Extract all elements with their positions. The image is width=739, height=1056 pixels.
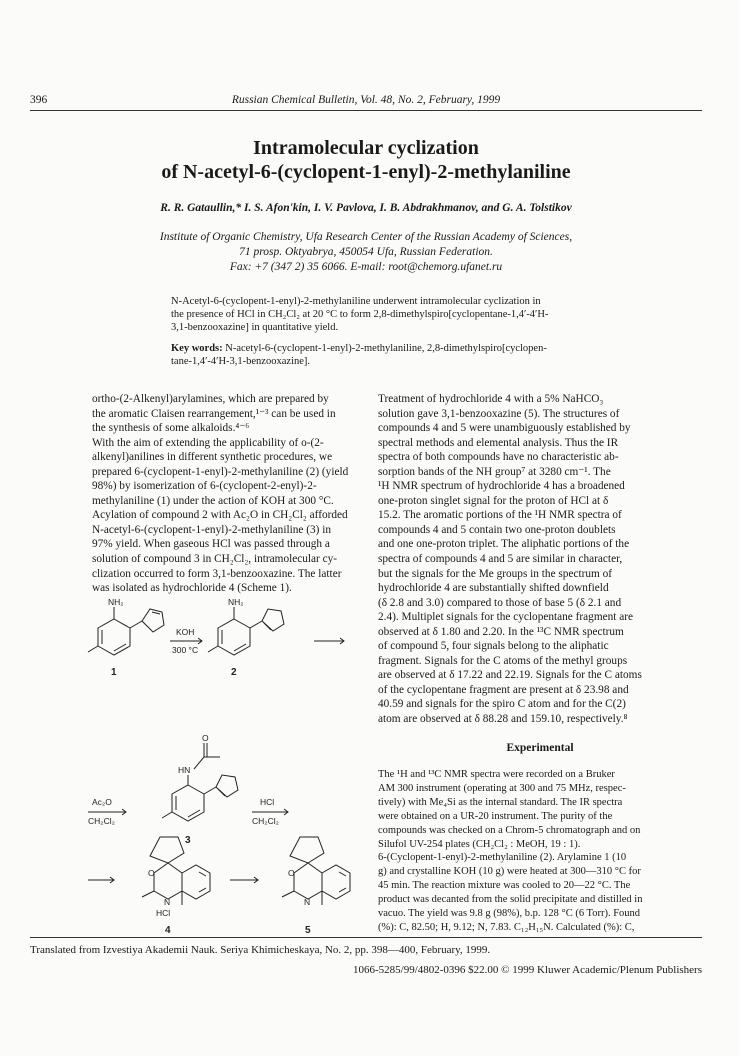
body-line: of compound 5, four signals belong to the aliphatic bbox=[378, 640, 609, 653]
temperature-label: 300 °C bbox=[172, 645, 199, 655]
hn-label: HN bbox=[178, 765, 191, 775]
body-line: Treatment of hydrochloride 4 with a 5% NaHCO₃ bbox=[378, 393, 604, 405]
left-column bbox=[92, 392, 369, 596]
nh2-label: NH₂ bbox=[228, 597, 244, 607]
body-line: ortho-(2-Alkenyl)arylamines, which are prepared by bbox=[92, 393, 329, 405]
body-line: 40.59 and signals for the spiro C atom and for the C(2) bbox=[378, 698, 626, 711]
experimental-heading: Experimental bbox=[506, 742, 574, 754]
keywords bbox=[171, 342, 607, 368]
body-line: clization occurred to form 3,1-benzooxazine. The latter bbox=[92, 567, 342, 580]
body-line: one-proton singlet signal for the proton of HCl at δ bbox=[378, 494, 609, 507]
nitrogen-label: N bbox=[304, 897, 311, 907]
experimental-line: compounds was checked on a Chrom-5 chromatograph and on bbox=[378, 824, 641, 836]
affiliation bbox=[40, 230, 692, 275]
solvent-label: CH₂Cl₂ bbox=[88, 816, 115, 826]
body-line: 98%) by isomerization of 6-(cyclopent-2-enyl)-2- bbox=[92, 480, 317, 493]
keywords-text: N-acetyl-6-(cyclopent-1-enyl)-2-methylaniline, 2,8-dimethylspiro[cyclopen- bbox=[225, 343, 547, 354]
article-title bbox=[30, 136, 702, 184]
body-line: (δ 2.8 and 3.0) compared to those of base 5 (δ 2.1 and bbox=[378, 596, 622, 609]
experimental-line: The ¹H and ¹³C NMR spectra were recorded on a Bruker bbox=[378, 769, 615, 780]
compound-4-label: 4 bbox=[165, 925, 171, 936]
nh2-label: NH₂ bbox=[108, 597, 124, 607]
author-list: R. R. Gataullin,* I. S. Afon'kin, I. V. Pavlova, I. B. Abdrakhmanov, and G. A. Tolstikov bbox=[160, 202, 572, 214]
body-line: was isolated as hydrochloride 4 (Scheme 1). bbox=[92, 582, 292, 595]
oxygen-label: O bbox=[202, 733, 209, 743]
experimental-line: were obtained on a UR-20 instrument. The purity of the bbox=[378, 810, 613, 822]
body-line: of the cyclopentane fragment are present at δ 23.98 and bbox=[378, 683, 629, 696]
body-line: N-acetyl-6-(cyclopent-1-enyl)-2-methylaniline (3) in bbox=[92, 523, 332, 536]
experimental-line: 6-(Cyclopent-1-enyl)-2-methylaniline (2). Arylamine 1 (10 bbox=[378, 852, 627, 864]
body-line: the aromatic Claisen rearrangement,¹⁻³ can be used in bbox=[92, 407, 336, 420]
nitrogen-label: N bbox=[164, 897, 171, 907]
hcl-salt-label: HCl bbox=[156, 908, 171, 918]
koh-label: KOH bbox=[176, 627, 195, 637]
body-line: are observed at δ 17.22 and 22.19. Signals for the C atoms bbox=[378, 669, 642, 682]
compound-2-label: 2 bbox=[231, 667, 237, 678]
abstract-line: 3,1-benzooxazine] in quantitative yield. bbox=[171, 322, 339, 333]
experimental-section bbox=[378, 768, 702, 935]
header-rule bbox=[30, 110, 702, 111]
body-line: spectra of both compounds have no characteristic ab- bbox=[378, 451, 619, 464]
body-line: atom are observed at δ 88.28 and 159.10, respectively.⁸ bbox=[378, 713, 628, 726]
experimental-line: (%): C, 82.50; H, 9.12; N, 7.83. C₁₂H₁₅N. Calculated (%): C, bbox=[378, 921, 635, 933]
body-line: solution of compound 3 in CH₂Cl₂, intramolecular cy- bbox=[92, 553, 338, 566]
experimental-line: vacuo. The yield was 9.8 g (98%), b.p. 128 °C (6 Torr). Found bbox=[378, 908, 641, 920]
page-number: 396 bbox=[30, 94, 48, 106]
footer-rule bbox=[30, 937, 702, 938]
body-line: but the signals for the Me groups in the spectrum of bbox=[378, 567, 613, 580]
body-line: compounds 4 and 5 contain two one-proton doublets bbox=[378, 523, 616, 536]
journal-citation: Russian Chemical Bulletin, Vol. 48, No. 2, February, 1999 bbox=[231, 94, 501, 106]
keywords-text: tane-1,4′-4′H-3,1-benzooxazine]. bbox=[171, 356, 310, 367]
title-line-2: of N-acetyl-6-(cyclopent-1-enyl)-2-methylaniline bbox=[161, 161, 571, 183]
body-line: prepared 6-(cyclopent-1-enyl)-2-methylaniline (2) (yield bbox=[92, 465, 349, 478]
experimental-line: g) and crystalline KOH (10 g) were heated at 300—310 °C for bbox=[378, 866, 641, 878]
reaction-scheme bbox=[88, 595, 374, 936]
abstract-line: the presence of HCl in CH₂Cl₂ at 20 °C to form 2,8-dimethylspiro[cyclopentane-1,4′-4′H- bbox=[171, 309, 549, 320]
body-line: compounds 4 and 5 were unambiguously established by bbox=[378, 422, 631, 435]
compound-3-label: 3 bbox=[185, 835, 191, 846]
right-column bbox=[378, 392, 702, 727]
affiliation-line: Fax: +7 (347 2) 35 6066. E-mail: root@chemorg.ufanet.ru bbox=[229, 261, 503, 273]
compound-1-label: 1 bbox=[111, 667, 117, 678]
oxygen-label: O bbox=[148, 868, 155, 878]
compound-1-structure bbox=[88, 597, 164, 678]
affiliation-line: 71 prosp. Oktyabrya, 450054 Ufa, Russian Federation. bbox=[239, 246, 493, 258]
body-line: sorption bands of the NH group⁷ at 3280 cm⁻¹. The bbox=[378, 465, 611, 478]
body-line: fragment. Signals for the C atoms of the methyl groups bbox=[378, 654, 628, 667]
affiliation-line: Institute of Organic Chemistry, Ufa Research Center of the Russian Academy of Sciences, bbox=[159, 231, 573, 243]
experimental-line: product was decanted from the solid precipitate and distilled in bbox=[378, 894, 643, 906]
body-line: 15.2. The aromatic portions of the ¹H NMR spectra of bbox=[378, 509, 622, 522]
body-line: observed at δ 1.80 and 2.20. In the ¹³C NMR spectrum bbox=[378, 625, 624, 638]
compound-5-label: 5 bbox=[305, 925, 311, 936]
copyright-line: 1066-5285/99/4802-0396 $22.00 © 1999 Kluwer Academic/Plenum Publishers bbox=[352, 964, 702, 976]
body-line: spectra of compounds 4 and 5 are similar in character, bbox=[378, 553, 623, 566]
ac2o-label: Ac₂O bbox=[92, 797, 112, 807]
translation-note: Translated from Izvestiya Akademii Nauk. Seriya Khimicheskaya, No. 2, pp. 398—400, February, 1999. bbox=[30, 944, 491, 956]
abstract-line: N-Acetyl-6-(cyclopent-1-enyl)-2-methylaniline underwent intramolecular cyclization in bbox=[171, 296, 541, 307]
body-line: solution gave 3,1-benzooxazine (5). The structures of bbox=[378, 407, 620, 420]
experimental-line: 45 min. The reaction mixture was cooled to 20—22 °C. The bbox=[378, 880, 631, 892]
experimental-line: Silufol UV-254 plates (CH₂Cl₂ : MeOH, 19 : 1). bbox=[378, 838, 581, 850]
body-line: the synthesis of some alkaloids.⁴⁻⁶ bbox=[92, 422, 250, 435]
oxygen-label: O bbox=[288, 868, 295, 878]
abstract bbox=[171, 295, 607, 334]
body-line: methylaniline (1) under the action of KOH at 300 °C. bbox=[92, 494, 334, 507]
body-line: 2.4). Multiplet signals for the cyclopentane fragment are bbox=[378, 611, 634, 624]
keywords-label: Key words: bbox=[171, 343, 223, 354]
body-line: 97% yield. When gaseous HCl was passed through a bbox=[92, 538, 330, 551]
body-line: and one one-proton triplet. The aliphatic portions of the bbox=[378, 538, 630, 551]
experimental-line: tively) with Me₄Si as the internal standard. The IR spectra bbox=[378, 796, 623, 808]
hcl-reagent-label: HCl bbox=[260, 797, 275, 807]
scheme-drawing bbox=[88, 595, 374, 936]
body-line: With the aim of extending the applicability of o-(2- bbox=[92, 436, 324, 449]
body-line: ¹H NMR spectrum of hydrochloride 4 has a broadened bbox=[378, 480, 625, 493]
body-line: hydrochloride 4 are substantially shifted downfield bbox=[378, 582, 609, 595]
title-line-1: Intramolecular cyclization bbox=[253, 137, 479, 159]
body-line: spectral methods and elemental analysis. Thus the IR bbox=[378, 436, 619, 449]
experimental-line: AM 300 instrument (operating at 300 and 75 MHz, respec- bbox=[378, 782, 626, 794]
solvent-label: CH₂Cl₂ bbox=[252, 816, 279, 826]
body-line: Acylation of compound 2 with Ac₂O in CH₂Cl₂ afforded bbox=[92, 509, 348, 522]
body-line: alkenyl)anilines in different synthetic procedures, we bbox=[92, 451, 333, 464]
